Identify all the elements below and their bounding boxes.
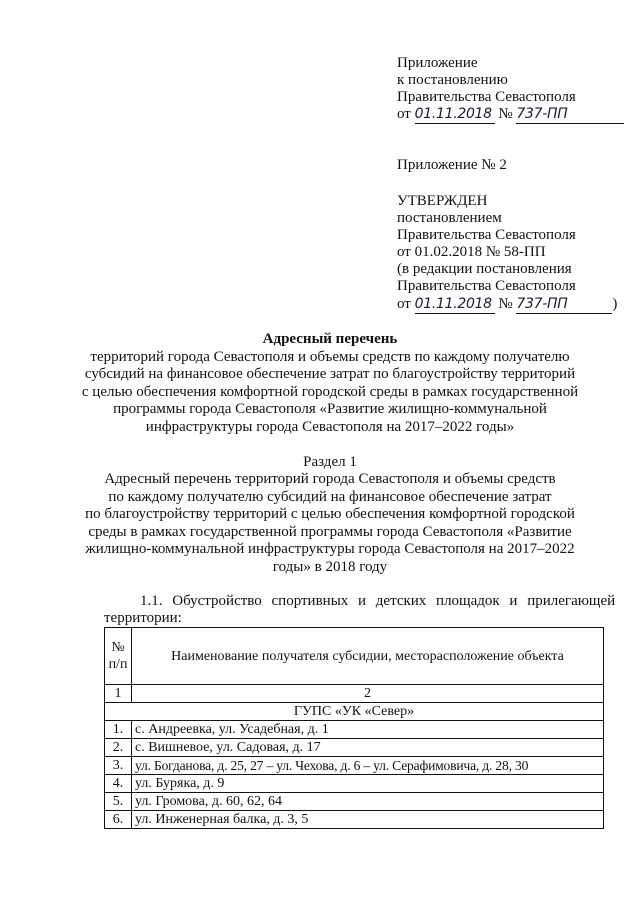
title-line-5: инфраструктуры города Севастополя на 2017–2022 годы» [145, 419, 515, 435]
row-address: с. Андреевка, ул. Усадебная, д. 1 [132, 721, 604, 739]
section-line-4: среды в рамках государственной программы города Севастополя «Развитие [88, 524, 572, 540]
section-line-5: жилищно-коммунальной инфраструктуры города Севастополя на 2017–2022 [85, 541, 575, 557]
header-number-cell [105, 628, 132, 685]
header-date-line [397, 106, 624, 124]
index-cell-2: 2 [132, 685, 604, 703]
approved-label: УТВЕРЖДЕН [397, 193, 488, 209]
table-row [105, 775, 604, 793]
approval-line-3: от 01.02.2018 № 58-ПП [397, 244, 546, 260]
index-cell-1: 1 [105, 685, 132, 703]
table-row [105, 739, 604, 757]
table-row [105, 721, 604, 739]
header-number-handwritten: 737-ПП [516, 106, 624, 124]
header-number-line-1: № [111, 640, 125, 655]
row-address: ул. Инженерная балка, д. 3, 5 [132, 811, 604, 829]
header-number-line-2: п/п [108, 657, 128, 672]
header-date-handwritten: 01.11.2018 [415, 106, 495, 124]
approval-no-sign: № [498, 296, 513, 312]
row-number: 4. [105, 775, 132, 793]
header-line-2: к постановлению [397, 72, 508, 88]
row-address: ул. Громова, д. 60, 62, 64 [132, 793, 604, 811]
table-row [105, 811, 604, 829]
approval-date-prefix: от [397, 296, 411, 312]
approval-line-2: Правительства Севастополя [397, 227, 576, 243]
header-line-3: Правительства Севастополя [397, 89, 576, 105]
row-number: 5. [105, 793, 132, 811]
approval-close-paren: ) [612, 296, 618, 312]
table-group-row [105, 703, 604, 721]
paragraph-line-1: 1.1. Обустройство спортивных и детских площадок и прилегающей [140, 593, 616, 609]
row-address: с. Вишневое, ул. Садовая, д. 17 [132, 739, 604, 757]
title-line-1: территорий города Севастополя и объемы средств по каждому получателю [90, 349, 570, 365]
approval-line-4: (в редакции постановления [397, 261, 572, 277]
title-line-3: с целью обеспечения комфортной городской среды в рамках государственной [81, 384, 579, 400]
table-row [105, 793, 604, 811]
paragraph-line-2: территории: [104, 610, 182, 626]
approval-date-handwritten: 01.11.2018 [415, 296, 495, 314]
table-index-row [105, 685, 604, 703]
title-line-2: субсидий на финансовое обеспечение затрат по благоустройству территорий [84, 366, 576, 382]
section-line-6: годы» в 2018 году [272, 559, 388, 575]
row-address: ул. Буряка, д. 9 [132, 775, 604, 793]
approval-line-5: Правительства Севастополя [397, 278, 576, 294]
approval-line-1: постановлением [397, 210, 502, 226]
header-name-cell: Наименование получателя субсидии, месторасположение объекта [132, 628, 604, 685]
section-name: Раздел 1 [303, 454, 357, 470]
header-line-1: Приложение [397, 55, 478, 71]
table-row [105, 757, 604, 775]
appendix-number: Приложение № 2 [397, 157, 507, 173]
section-line-2: по каждому получателю субсидий на финансовое обеспечение затрат [108, 489, 552, 505]
row-number: 1. [105, 721, 132, 739]
group-cell: ГУПС «УК «Север» [105, 703, 604, 721]
row-number: 3. [105, 757, 132, 775]
title-line-4: программы города Севастополя «Развитие жилищно-коммунальной [113, 401, 547, 417]
header-date-prefix: от [397, 106, 411, 122]
section-line-3: по благоустройству территорий с целью обеспечения комфортной городской [85, 506, 575, 522]
row-number: 2. [105, 739, 132, 757]
approval-number-handwritten: 737-ПП [516, 296, 612, 314]
row-number: 6. [105, 811, 132, 829]
header-no-sign: № [498, 106, 513, 122]
section-line-1: Адресный перечень территорий города Севастополя и объемы средств [104, 471, 556, 487]
title-heading: Адресный перечень [262, 331, 398, 347]
objects-table [104, 627, 604, 829]
row-address: ул. Богданова, д. 25, 27 – ул. Чехова, д. 6 – ул. Серафимовича, д. 28, 30 [132, 757, 604, 775]
table-header-row [105, 628, 604, 685]
approval-date-line [397, 296, 617, 314]
